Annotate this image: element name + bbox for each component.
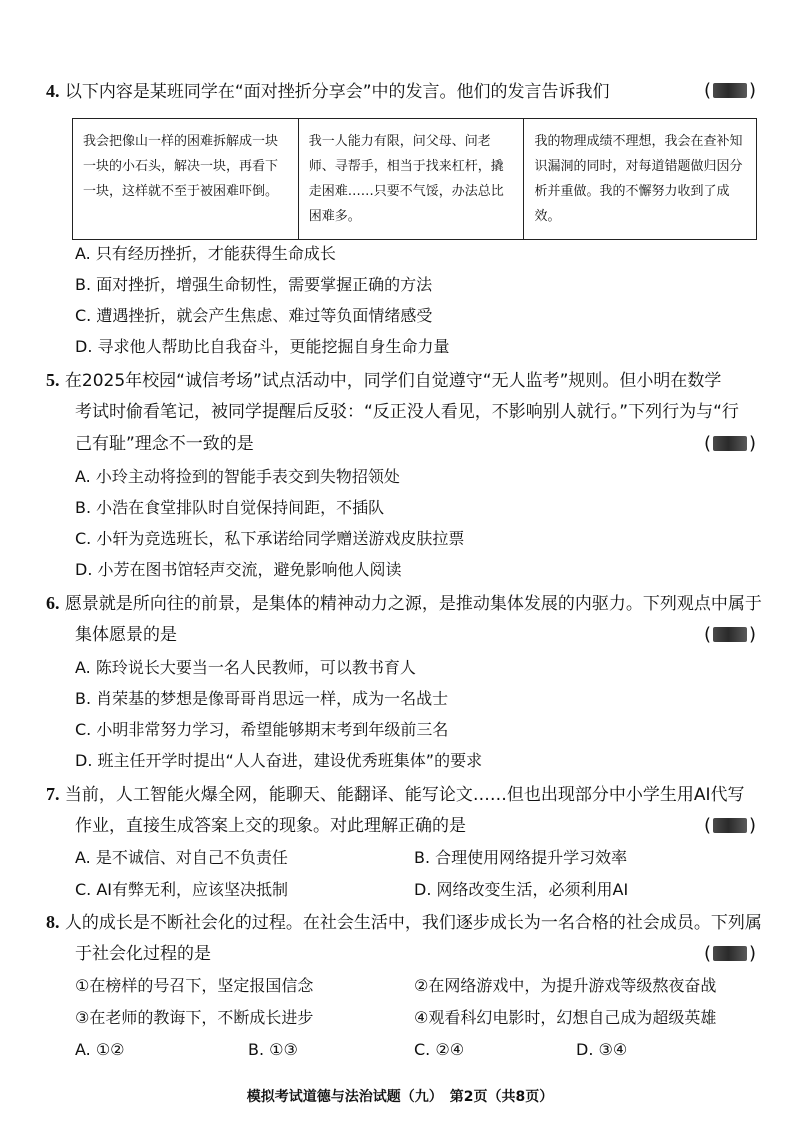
q8-answer-bracket: ( ): [704, 943, 757, 964]
q6-option-d: D. 班主任开学时提出“人人奋进，建设优秀班集体”的要求: [75, 751, 483, 770]
q4-option-c: C. 遭遇挫折，就会产生焦虑、难过等负面情绪感受: [75, 306, 433, 325]
q8-stem-line-1: 8. 人的成长是不断社会化的过程。在社会生活中，我们逐步成长为一名合格的社会成员。下列属: [46, 912, 762, 933]
q5-stem-line-3: 己有耻”理念不一致的是: [75, 434, 254, 454]
q7-stem-line-1: 7. 当前，人工智能火爆全网，能聊天、能翻译、能写论文……但也出现部分中小学生用AI代写: [46, 784, 745, 805]
q6-option-a: A. 陈玲说长大要当一名人民教师，可以教书育人: [75, 658, 416, 677]
q4-number: 4.: [46, 81, 60, 101]
q8-option-a: A. ①②: [75, 1040, 125, 1059]
q5-option-a: A. 小玲主动将捡到的智能手表交到失物招领处: [75, 467, 400, 486]
q4-quote-3: 我的物理成绩不理想，我会在查补知识漏洞的同时，对每道错题做归因分析并重做。我的不懈努力收到了成效。: [524, 119, 757, 240]
q5-answer-bracket: ( ): [704, 433, 757, 454]
answer-smudge: [713, 436, 747, 451]
q6-stem-line-2: 集体愿景的是: [75, 625, 177, 645]
q4-stem-line: [46, 80, 610, 103]
q8-option-b: B. ①③: [248, 1040, 298, 1059]
q8-statement-2: ②在网络游戏中，为提升游戏等级熬夜奋战: [414, 976, 717, 995]
q8-stem-line-2: 于社会化过程的是: [75, 944, 211, 964]
q8-statement-4: ④观看科幻电影时，幻想自己成为超级英雄: [414, 1008, 717, 1027]
answer-smudge: [713, 83, 747, 98]
q5-stem-line-1: 5. 在2025年校园“诚信考场”试点活动中，同学们自觉遵守“无人监考”规则。但小明在数学: [46, 370, 722, 391]
q7-answer-bracket: ( ): [704, 815, 757, 836]
q4-quote-1: 我会把像山一样的困难拆解成一块一块的小石头，解决一块，再看下一块，这样就不至于被困难吓倒。: [73, 119, 299, 240]
q7-option-a: A. 是不诚信、对自己不负责任: [75, 848, 288, 867]
answer-smudge: [713, 818, 747, 833]
answer-smudge: [713, 946, 747, 961]
q5-option-d: D. 小芳在图书馆轻声交流，避免影响他人阅读: [75, 560, 402, 579]
q5-number: 5.: [46, 370, 60, 390]
answer-smudge: [713, 627, 747, 642]
q5-stem-line-2: 考试时偷看笔记，被同学提醒后反驳：“反正没人看见，不影响别人就行。”下列行为与“行: [75, 402, 739, 422]
q4-quote-table: [72, 118, 757, 240]
q4-stem: 以下内容是某班同学在“面对挫折分享会”中的发言。他们的发言告诉我们: [64, 82, 610, 102]
q6-option-c: C. 小明非常努力学习，希望能够期末考到年级前三名: [75, 720, 449, 739]
q7-option-c: C. AI有弊无利，应该坚决抵制: [75, 880, 289, 899]
q4-option-a: A. 只有经历挫折，才能获得生命成长: [75, 244, 336, 263]
q8-option-d: D. ③④: [576, 1040, 628, 1059]
q8-number: 8.: [46, 912, 60, 932]
q6-stem-line-1: 6. 愿景就是所向往的前景，是集体的精神动力之源，是推动集体发展的内驱力。下列观点中属于: [46, 593, 762, 614]
q8-statement-1: ①在榜样的号召下，坚定报国信念: [75, 976, 314, 995]
q4-answer-bracket: ( ): [704, 80, 757, 101]
q5-option-c: C. 小轩为竞选班长，私下承诺给同学赠送游戏皮肤拉票: [75, 529, 465, 548]
q7-option-b: B. 合理使用网络提升学习效率: [414, 848, 628, 867]
q5-option-b: B. 小浩在食堂排队时自觉保持间距，不插队: [75, 498, 385, 517]
q8-statement-3: ③在老师的教诲下，不断成长进步: [75, 1008, 314, 1027]
q8-option-c: C. ②④: [414, 1040, 465, 1059]
page-footer: 模拟考试道德与法治试题（九） 第2页（共8页）: [246, 1089, 554, 1105]
q6-answer-bracket: ( ): [704, 624, 757, 645]
q6-option-b: B. 肖荣基的梦想是像哥哥肖思远一样，成为一名战士: [75, 689, 449, 708]
q4-quote-2: 我一人能力有限，问父母、问老师、寻帮手，相当于找来杠杆，撬走困难……只要不气馁，办法总比困难多。: [298, 119, 524, 240]
q4-option-b: B. 面对挫折，增强生命韧性，需要掌握正确的方法: [75, 275, 433, 294]
q7-stem-line-2: 作业，直接生成答案上交的现象。对此理解正确的是: [75, 816, 466, 836]
q6-number: 6.: [46, 593, 60, 613]
q7-option-d: D. 网络改变生活，必须利用AI: [414, 880, 629, 899]
q7-number: 7.: [46, 784, 60, 804]
q4-option-d: D. 寻求他人帮助比自我奋斗，更能挖掘自身生命力量: [75, 337, 450, 356]
